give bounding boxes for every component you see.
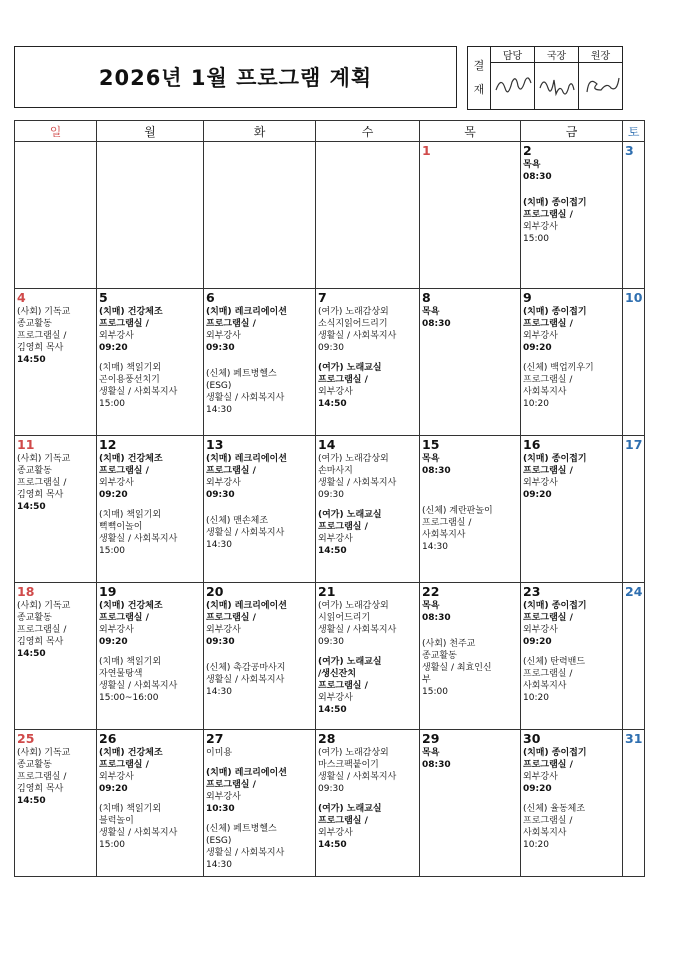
event-time: 14:30 <box>206 405 232 415</box>
event-time: 14:30 <box>206 860 232 870</box>
event-title: 목욕 <box>523 160 541 170</box>
day-cell-27 <box>204 730 316 877</box>
day-cell-31 <box>623 730 645 877</box>
weekday-sat: 토 <box>623 121 645 142</box>
day-cell-13 <box>204 436 316 583</box>
event-title: (치매) 종이접기 <box>523 748 587 758</box>
day-cell-26 <box>97 730 204 877</box>
event-instructor: 외부강사 <box>99 478 134 488</box>
day-cell-1 <box>420 142 521 289</box>
event-location: 생활실 / 사회복지사 <box>99 828 178 838</box>
weekday-thu: 목 <box>420 121 521 142</box>
day-number: 7 <box>318 290 327 305</box>
event-time: 09:30 <box>318 784 344 794</box>
signature-2 <box>535 63 579 110</box>
day-cell-19 <box>97 583 204 730</box>
event-location: 프로그램실 / <box>17 625 67 635</box>
event-title: (치매) 책읽기외 <box>99 510 162 520</box>
event-instructor: 김영희 목사 <box>17 784 64 794</box>
event-location: 프로그램실 / <box>206 780 256 790</box>
event-location: 생활실 / 사회복지사 <box>318 625 397 635</box>
event-time: 09:20 <box>99 637 128 647</box>
day-cell-8 <box>420 289 521 436</box>
event-title: (신체) 맨손체조 <box>206 516 269 526</box>
event-location: 프로그램실 / <box>206 613 256 623</box>
event-title: (치매) 종이접기 <box>523 198 587 208</box>
day-number: 6 <box>206 290 215 305</box>
event-location: 프로그램실 / <box>523 669 573 679</box>
title-box <box>14 46 457 108</box>
event-title: (치매) 건강체조 <box>99 454 163 464</box>
event-title: (치매) 건강체조 <box>99 307 163 317</box>
day-cell-23 <box>521 583 623 730</box>
event-subtitle: 손마사지 <box>318 466 353 476</box>
day-number: 24 <box>625 584 643 599</box>
event-subtitle: (ESG) <box>206 836 232 846</box>
day-number: 8 <box>422 290 431 305</box>
weekday-fri: 금 <box>521 121 623 142</box>
day-cell-7 <box>316 289 420 436</box>
event-location: 프로그램실 / <box>318 375 368 385</box>
event-location: 생활실 / 사회복지사 <box>99 387 178 397</box>
event-subtitle: 자연물탕색 <box>99 669 143 679</box>
event-title: (치매) 레크리에이션 <box>206 601 287 611</box>
event-title: 목욕 <box>422 748 440 758</box>
event-title: (여가) 노래감상외 <box>318 307 389 317</box>
event-instructor: 외부강사 <box>523 772 558 782</box>
day-number: 28 <box>318 731 336 746</box>
event-location: 생활실 / 사회복지사 <box>206 675 285 685</box>
event-time: 14:30 <box>206 687 232 697</box>
day-cell-empty <box>97 142 204 289</box>
event-location: 생활실 / 사회복지사 <box>206 848 285 858</box>
approval-side-1: 결 <box>473 59 485 72</box>
event-time: 09:20 <box>523 637 552 647</box>
event-time: 09:20 <box>99 490 128 500</box>
event-title: (여가) 노래감상외 <box>318 454 389 464</box>
day-number: 11 <box>17 437 35 452</box>
event-location: 프로그램실 / <box>17 478 67 488</box>
event-instructor: 외부강사 <box>318 387 353 397</box>
event-title: (사회) 기독교 <box>17 748 71 758</box>
event-time: 09:30 <box>318 637 344 647</box>
event-time: 08:30 <box>523 172 552 182</box>
event-time: 14:50 <box>318 705 347 715</box>
event-title: (치매) 종이접기 <box>523 601 587 611</box>
day-number: 21 <box>318 584 336 599</box>
event-title: (신체) 촉감공마사지 <box>206 663 286 673</box>
event-time: 10:30 <box>206 804 235 814</box>
event-time: 09:20 <box>99 343 128 353</box>
event-time: 14:50 <box>318 546 347 556</box>
day-cell-18 <box>15 583 97 730</box>
week-row <box>15 730 645 877</box>
event-time: 09:30 <box>206 490 235 500</box>
event-title: (사회) 기독교 <box>17 601 71 611</box>
event-title: (치매) 종이접기 <box>523 307 587 317</box>
event-location: 생활실 / 사회복지사 <box>318 772 397 782</box>
day-cell-28 <box>316 730 420 877</box>
event-instructor: 김영희 목사 <box>17 490 64 500</box>
day-number: 17 <box>625 437 643 452</box>
day-cell-5 <box>97 289 204 436</box>
event-time: 09:30 <box>206 637 235 647</box>
weekday-mon: 월 <box>97 121 204 142</box>
event-location: 프로그램실 / <box>99 466 149 476</box>
day-number: 2 <box>523 143 532 158</box>
event-title: 목욕 <box>422 307 440 317</box>
event-title: (치매) 레크리에이션 <box>206 454 287 464</box>
event-location: 프로그램실 / <box>422 518 472 528</box>
event-location: 프로그램실 / <box>206 319 256 329</box>
event-location: 프로그램실 / <box>523 613 573 623</box>
event-subtitle: 뻑뻑이놀이 <box>99 522 143 532</box>
signature-3-drawing <box>581 70 621 100</box>
event-instructor: 사회복지사 <box>523 828 567 838</box>
event-subtitle: 종교활동 <box>17 760 52 770</box>
event-subtitle: 마스크팩붙이기 <box>318 760 379 770</box>
event-title: (사회) 천주교 <box>422 639 476 649</box>
event-time: 14:50 <box>318 399 347 409</box>
approval-header-2: 국장 <box>535 47 579 63</box>
day-number: 9 <box>523 290 532 305</box>
event-title: (치매) 레크리에이션 <box>206 768 287 778</box>
event-time: 08:30 <box>422 613 451 623</box>
event-instructor: 부 <box>422 675 431 685</box>
day-number: 1 <box>422 143 431 158</box>
event-instructor: 외부강사 <box>99 772 134 782</box>
event-title: (치매) 종이접기 <box>523 454 587 464</box>
weekday-sun: 일 <box>15 121 97 142</box>
weekday-header-row <box>15 121 645 142</box>
event-location: 프로그램실 / <box>17 772 67 782</box>
event-time: 15:00 <box>99 399 125 409</box>
event-subtitle: 종교활동 <box>422 651 457 661</box>
event-title: (여가) 노래교실 <box>318 804 382 814</box>
event-time: 15:00~16:00 <box>99 693 159 703</box>
event-title: (신체) 탄력밴드 <box>523 657 586 667</box>
day-cell-empty <box>316 142 420 289</box>
approval-box <box>467 46 623 110</box>
event-time: 15:00 <box>99 840 125 850</box>
event-subtitle: 종교활동 <box>17 613 52 623</box>
event-time: 10:20 <box>523 693 549 703</box>
event-time: 09:20 <box>523 343 552 353</box>
event-instructor: 외부강사 <box>523 478 558 488</box>
event-location: 프로그램실 / <box>523 816 573 826</box>
approval-side-label <box>468 47 491 110</box>
day-cell-16 <box>521 436 623 583</box>
event-subtitle: 종교활동 <box>17 466 52 476</box>
day-number: 10 <box>625 290 643 305</box>
signature-3 <box>579 63 623 110</box>
approval-side-2: 재 <box>473 83 485 96</box>
day-cell-empty <box>15 142 97 289</box>
event-title: (치매) 책읽기외 <box>99 804 162 814</box>
day-number: 14 <box>318 437 336 452</box>
day-cell-2 <box>521 142 623 289</box>
event-title: (여가) 노래교실 <box>318 657 382 667</box>
event-time: 08:30 <box>422 466 451 476</box>
event-instructor: 김영희 목사 <box>17 343 64 353</box>
event-title: (신체) 페트병헬스 <box>206 369 277 379</box>
event-subtitle: 종교활동 <box>17 319 52 329</box>
event-location: 생활실 / 사회복지사 <box>206 393 285 403</box>
event-location: 프로그램실 / <box>99 760 149 770</box>
day-number: 22 <box>422 584 440 599</box>
event-time: 09:30 <box>318 343 344 353</box>
event-instructor: 사회복지사 <box>523 681 567 691</box>
event-location: 생활실 / 사회복지사 <box>99 681 178 691</box>
event-time: 14:30 <box>206 540 232 550</box>
day-number: 19 <box>99 584 117 599</box>
event-title: (여가) 노래감상외 <box>318 748 389 758</box>
event-location: 프로그램실 / <box>99 319 149 329</box>
day-cell-25 <box>15 730 97 877</box>
week-row <box>15 289 645 436</box>
event-title: 목욕 <box>422 454 440 464</box>
event-instructor: 사회복지사 <box>422 530 466 540</box>
weekday-tue: 화 <box>204 121 316 142</box>
day-number: 15 <box>422 437 440 452</box>
signature-1-drawing <box>493 70 533 100</box>
event-title: (치매) 건강체조 <box>99 748 163 758</box>
event-instructor: 김영희 목사 <box>17 637 64 647</box>
event-time: 08:30 <box>422 319 451 329</box>
event-time: 10:20 <box>523 399 549 409</box>
event-time: 09:20 <box>523 784 552 794</box>
day-cell-10 <box>623 289 645 436</box>
event-subtitle: 시읽어드리기 <box>318 613 371 623</box>
event-location: 프로그램실 / <box>318 816 368 826</box>
event-time: 09:20 <box>523 490 552 500</box>
event-location: 생활실 / 사회복지사 <box>318 478 397 488</box>
event-location: 프로그램실 / <box>318 522 368 532</box>
day-number: 5 <box>99 290 108 305</box>
week-row <box>15 583 645 730</box>
day-number: 27 <box>206 731 224 746</box>
day-cell-3 <box>623 142 645 289</box>
event-title: (사회) 기독교 <box>17 307 71 317</box>
day-number: 29 <box>422 731 440 746</box>
day-cell-20 <box>204 583 316 730</box>
calendar <box>14 120 645 877</box>
day-number: 30 <box>523 731 541 746</box>
event-location: 생활실 / 최효인신 <box>422 663 492 673</box>
event-title: (여가) 노래교실 <box>318 510 382 520</box>
event-time: 14:50 <box>17 355 46 365</box>
event-instructor: 외부강사 <box>318 534 353 544</box>
event-location: 생활실 / 사회복지사 <box>318 331 397 341</box>
event-instructor: 외부강사 <box>206 331 241 341</box>
event-title: (치매) 건강체조 <box>99 601 163 611</box>
day-cell-21 <box>316 583 420 730</box>
day-cell-empty <box>204 142 316 289</box>
event-subtitle: 소식지읽어드리기 <box>318 319 388 329</box>
event-title: (여가) 노래교실 <box>318 363 382 373</box>
day-cell-22 <box>420 583 521 730</box>
event-location: 프로그램실 / <box>523 466 573 476</box>
day-number: 12 <box>99 437 117 452</box>
event-title: (신체) 율동체조 <box>523 804 586 814</box>
day-cell-29 <box>420 730 521 877</box>
event-time: 10:20 <box>523 840 549 850</box>
weekday-wed: 수 <box>316 121 420 142</box>
day-cell-24 <box>623 583 645 730</box>
event-location: 프로그램실 / <box>99 613 149 623</box>
event-instructor: 외부강사 <box>523 331 558 341</box>
event-time: 14:50 <box>17 649 46 659</box>
event-location: 프로그램실 / <box>523 375 573 385</box>
week-row <box>15 142 645 289</box>
event-location: 프로그램실 / <box>523 319 573 329</box>
event-title: (사회) 기독교 <box>17 454 71 464</box>
event-time: 14:30 <box>422 542 448 552</box>
event-location: 생활실 / 사회복지사 <box>206 528 285 538</box>
event-title: (여가) 노래감상외 <box>318 601 389 611</box>
day-cell-17 <box>623 436 645 583</box>
signature-2-drawing <box>537 70 577 100</box>
day-number: 4 <box>17 290 26 305</box>
event-time: 15:00 <box>99 546 125 556</box>
day-number: 3 <box>625 143 634 158</box>
event-location: 프로그램실 / <box>318 681 368 691</box>
event-title: (신체) 백업끼우기 <box>523 363 594 373</box>
day-cell-12 <box>97 436 204 583</box>
event-instructor: 외부강사 <box>318 693 353 703</box>
day-cell-15 <box>420 436 521 583</box>
event-location: 프로그램실 / <box>523 210 573 220</box>
day-cell-11 <box>15 436 97 583</box>
day-cell-9 <box>521 289 623 436</box>
event-time: 09:20 <box>99 784 128 794</box>
day-number: 31 <box>625 731 643 746</box>
day-cell-6 <box>204 289 316 436</box>
approval-header-3: 원장 <box>579 47 623 63</box>
event-instructor: 외부강사 <box>206 478 241 488</box>
day-number: 25 <box>17 731 35 746</box>
event-time: 15:00 <box>422 687 448 697</box>
week-row <box>15 436 645 583</box>
event-instructor: 사회복지사 <box>523 387 567 397</box>
event-title: (신체) 계란판놀이 <box>422 506 493 516</box>
event-instructor: 외부강사 <box>206 792 241 802</box>
day-number: 23 <box>523 584 541 599</box>
event-instructor: 외부강사 <box>523 222 558 232</box>
event-subtitle: 블럭놀이 <box>99 816 134 826</box>
event-time: 09:30 <box>206 343 235 353</box>
event-time: 14:50 <box>17 502 46 512</box>
event-time: 14:50 <box>17 796 46 806</box>
day-cell-30 <box>521 730 623 877</box>
page-title: 2026년 1월 프로그램 계획 <box>98 66 373 90</box>
day-cell-4 <box>15 289 97 436</box>
event-location: 프로그램실 / <box>17 331 67 341</box>
day-number: 13 <box>206 437 224 452</box>
event-instructor: 외부강사 <box>523 625 558 635</box>
event-instructor: 외부강사 <box>99 331 134 341</box>
event-instructor: 외부강사 <box>206 625 241 635</box>
event-title: (치매) 책읽기외 <box>99 657 162 667</box>
event-subtitle: 곤이용풍선치기 <box>99 375 160 385</box>
event-subtitle: /생신잔치 <box>318 669 357 679</box>
event-title: (치매) 책읽기외 <box>99 363 162 373</box>
day-number: 18 <box>17 584 35 599</box>
event-time: 15:00 <box>523 234 549 244</box>
event-location: 프로그램실 / <box>206 466 256 476</box>
day-number: 26 <box>99 731 117 746</box>
event-location: 프로그램실 / <box>523 760 573 770</box>
event-instructor: 외부강사 <box>99 625 134 635</box>
event-title: (신체) 페트병헬스 <box>206 824 277 834</box>
day-cell-14 <box>316 436 420 583</box>
event-subtitle: (ESG) <box>206 381 232 391</box>
event-location: 생활실 / 사회복지사 <box>99 534 178 544</box>
signature-1 <box>491 63 535 110</box>
event-title: 이미용 <box>206 748 233 758</box>
approval-header-1: 담당 <box>491 47 535 63</box>
event-instructor: 외부강사 <box>318 828 353 838</box>
event-title: 목욕 <box>422 601 440 611</box>
day-number: 16 <box>523 437 541 452</box>
event-time: 09:30 <box>318 490 344 500</box>
day-number: 20 <box>206 584 224 599</box>
event-time: 08:30 <box>422 760 451 770</box>
event-time: 14:50 <box>318 840 347 850</box>
event-title: (치매) 레크리에이션 <box>206 307 287 317</box>
